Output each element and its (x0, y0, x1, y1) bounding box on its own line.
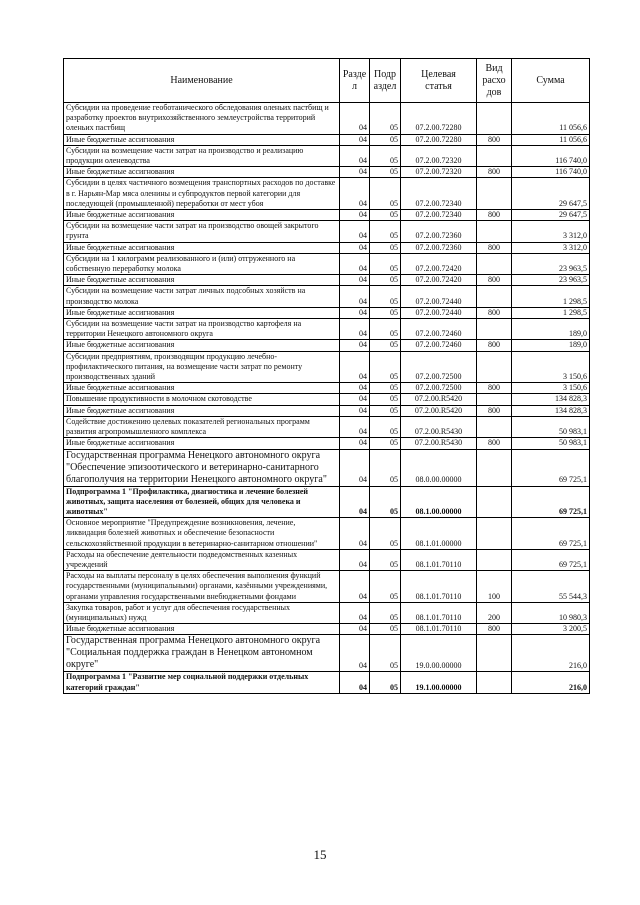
row-subsection-cell: 05 (370, 275, 401, 286)
row-section-cell: 04 (340, 307, 370, 318)
row-target-article-cell: 08.0.00.00000 (401, 449, 477, 486)
row-section-cell: 04 (340, 486, 370, 518)
row-section-cell: 04 (340, 103, 370, 135)
table-row (64, 438, 590, 449)
row-name-cell: Повышение продуктивности в молочном скотоводстве (64, 394, 340, 405)
row-subsection-cell: 05 (370, 672, 401, 693)
row-target-article-cell: 07.2.00.72360 (401, 221, 477, 242)
row-target-article-cell: 08.1.01.70110 (401, 624, 477, 635)
row-target-article-cell: 07.2.00.72500 (401, 351, 477, 383)
row-target-article-cell: 07.2.00.72440 (401, 286, 477, 307)
row-name-cell: Иные бюджетные ассигнования (64, 624, 340, 635)
row-sum-cell: 69 725,1 (512, 549, 590, 570)
row-subsection-cell: 05 (370, 405, 401, 416)
row-subsection-cell: 05 (370, 178, 401, 210)
row-sum-cell: 116 740,0 (512, 145, 590, 166)
row-sum-cell: 3 200,5 (512, 624, 590, 635)
row-sum-cell: 189,0 (512, 340, 590, 351)
document-page (63, 58, 589, 694)
table-row (64, 340, 590, 351)
row-target-article-cell: 07.2.00.72460 (401, 319, 477, 340)
row-expense-type-cell (477, 394, 512, 405)
table-row (64, 134, 590, 145)
row-section-cell: 04 (340, 340, 370, 351)
row-target-article-cell: 07.2.00.R5430 (401, 438, 477, 449)
row-target-article-cell: 07.2.00.72320 (401, 167, 477, 178)
row-name-cell: Закупка товаров, работ и услуг для обеспечения государственных (муниципальных) нужд (64, 602, 340, 623)
row-expense-type-cell (477, 286, 512, 307)
row-subsection-cell: 05 (370, 416, 401, 437)
table-row (64, 549, 590, 570)
table-row (64, 394, 590, 405)
row-expense-type-cell: 100 (477, 571, 512, 603)
row-name-cell: Иные бюджетные ассигнования (64, 405, 340, 416)
row-subsection-cell: 05 (370, 351, 401, 383)
row-subsection-cell: 05 (370, 253, 401, 274)
table-row (64, 307, 590, 318)
row-target-article-cell: 07.2.00.72360 (401, 242, 477, 253)
row-expense-type-cell: 800 (477, 134, 512, 145)
table-row (64, 253, 590, 274)
row-target-article-cell: 08.1.01.70110 (401, 549, 477, 570)
row-sum-cell: 29 647,5 (512, 210, 590, 221)
row-name-cell: Иные бюджетные ассигнования (64, 210, 340, 221)
row-expense-type-cell (477, 351, 512, 383)
row-subsection-cell: 05 (370, 549, 401, 570)
row-name-cell: Иные бюджетные ассигнования (64, 383, 340, 394)
row-name-cell: Основное мероприятие "Предупреждение возникновения, лечение, ликвидация болезней животных и обеспечение безопасности сельскохозяйственной продукции в ветеринарно-санитарном отношении" (64, 518, 340, 550)
row-sum-cell: 69 725,1 (512, 518, 590, 550)
row-name-cell: Субсидии в целях частичного возмещения транспортных расходов по доставке в г. Нарьян-Мар мяса оленины и субпродуктов первой категории для последующей (промышленной) переработки от мест убоя (64, 178, 340, 210)
row-subsection-cell: 05 (370, 286, 401, 307)
row-name-cell: Иные бюджетные ассигнования (64, 438, 340, 449)
row-section-cell: 04 (340, 549, 370, 570)
row-expense-type-cell: 800 (477, 340, 512, 351)
row-sum-cell: 134 828,3 (512, 405, 590, 416)
row-subsection-cell: 05 (370, 438, 401, 449)
row-subsection-cell: 05 (370, 134, 401, 145)
row-target-article-cell: 07.2.00.72440 (401, 307, 477, 318)
row-target-article-cell: 07.2.00.72500 (401, 383, 477, 394)
row-section-cell: 04 (340, 286, 370, 307)
row-target-article-cell: 07.2.00.72460 (401, 340, 477, 351)
row-name-cell: Иные бюджетные ассигнования (64, 340, 340, 351)
row-subsection-cell: 05 (370, 307, 401, 318)
row-section-cell: 04 (340, 221, 370, 242)
table-row (64, 672, 590, 693)
row-name-cell: Содействие достижению целевых показателей региональных программ развития агропромышленного комплекса (64, 416, 340, 437)
table-row (64, 210, 590, 221)
row-sum-cell: 3 150,6 (512, 383, 590, 394)
row-section-cell: 04 (340, 438, 370, 449)
row-name-cell: Подпрограмма 1 "Развитие мер социальной поддержки отдельных категорий граждан" (64, 672, 340, 693)
row-section-cell: 04 (340, 134, 370, 145)
header-expense-type: Вид расхо дов (477, 59, 512, 103)
row-subsection-cell: 05 (370, 340, 401, 351)
row-section-cell: 04 (340, 178, 370, 210)
row-expense-type-cell (477, 221, 512, 242)
row-expense-type-cell (477, 103, 512, 135)
table-row (64, 242, 590, 253)
header-target-article: Целевая статья (401, 59, 477, 103)
row-section-cell: 04 (340, 253, 370, 274)
row-subsection-cell: 05 (370, 449, 401, 486)
row-sum-cell: 1 298,5 (512, 307, 590, 318)
table-row (64, 486, 590, 518)
row-expense-type-cell (477, 319, 512, 340)
row-name-cell: Субсидии на возмещение части затрат на производство картофеля на территории Ненецкого автономного округа (64, 319, 340, 340)
row-name-cell: Расходы на обеспечение деятельности подведомственных казенных учреждений (64, 549, 340, 570)
row-section-cell: 04 (340, 635, 370, 672)
header-sum: Сумма (512, 59, 590, 103)
row-expense-type-cell: 800 (477, 275, 512, 286)
row-sum-cell: 216,0 (512, 635, 590, 672)
row-name-cell: Расходы на выплаты персоналу в целях обеспечения выполнения функций государственными (муниципальными) органами, казёнными учреждениями, органами управления государственными внебюджетными фондами (64, 571, 340, 603)
row-name-cell: Государственная программа Ненецкого автономного округа "Социальная поддержка граждан в Ненецком автономном округе" (64, 635, 340, 672)
row-section-cell: 04 (340, 275, 370, 286)
row-section-cell: 04 (340, 167, 370, 178)
table-row (64, 635, 590, 672)
table-row (64, 518, 590, 550)
header-name: Наименование (64, 59, 340, 103)
row-subsection-cell: 05 (370, 242, 401, 253)
row-section-cell: 04 (340, 242, 370, 253)
row-target-article-cell: 08.1.01.00000 (401, 518, 477, 550)
row-subsection-cell: 05 (370, 210, 401, 221)
row-target-article-cell: 08.1.00.00000 (401, 486, 477, 518)
row-name-cell: Субсидии на возмещение части затрат личных подсобных хозяйств на производство молока (64, 286, 340, 307)
table-row (64, 275, 590, 286)
table-row (64, 449, 590, 486)
row-expense-type-cell (477, 549, 512, 570)
row-expense-type-cell (477, 635, 512, 672)
row-subsection-cell: 05 (370, 103, 401, 135)
header-subsection: Подр аздел (370, 59, 401, 103)
row-sum-cell: 3 312,0 (512, 221, 590, 242)
table-row (64, 221, 590, 242)
row-name-cell: Иные бюджетные ассигнования (64, 307, 340, 318)
table-row (64, 383, 590, 394)
row-expense-type-cell (477, 253, 512, 274)
table-row (64, 178, 590, 210)
row-section-cell: 04 (340, 672, 370, 693)
row-name-cell: Субсидии на 1 килограмм реализованного и (или) отгруженного на собственную переработку молока (64, 253, 340, 274)
row-sum-cell: 69 725,1 (512, 449, 590, 486)
row-sum-cell: 11 056,6 (512, 103, 590, 135)
row-expense-type-cell: 800 (477, 405, 512, 416)
row-target-article-cell: 08.1.01.70110 (401, 602, 477, 623)
row-section-cell: 04 (340, 405, 370, 416)
row-expense-type-cell (477, 486, 512, 518)
table-row (64, 416, 590, 437)
table-row (64, 602, 590, 623)
row-target-article-cell: 07.2.00.72340 (401, 210, 477, 221)
row-target-article-cell: 19.1.00.00000 (401, 672, 477, 693)
table-row (64, 103, 590, 135)
row-expense-type-cell: 800 (477, 438, 512, 449)
table-header-row (64, 59, 590, 103)
row-section-cell: 04 (340, 319, 370, 340)
row-expense-type-cell (477, 518, 512, 550)
row-target-article-cell: 07.2.00.R5420 (401, 394, 477, 405)
row-subsection-cell: 05 (370, 319, 401, 340)
row-section-cell: 04 (340, 624, 370, 635)
row-expense-type-cell (477, 449, 512, 486)
row-target-article-cell: 19.0.00.00000 (401, 635, 477, 672)
row-name-cell: Субсидии на возмещение части затрат на производство овощей закрытого грунта (64, 221, 340, 242)
row-subsection-cell: 05 (370, 167, 401, 178)
row-subsection-cell: 05 (370, 602, 401, 623)
row-expense-type-cell (477, 416, 512, 437)
row-expense-type-cell (477, 178, 512, 210)
row-expense-type-cell: 800 (477, 242, 512, 253)
row-section-cell: 04 (340, 602, 370, 623)
row-subsection-cell: 05 (370, 394, 401, 405)
row-sum-cell: 10 980,3 (512, 602, 590, 623)
row-expense-type-cell: 200 (477, 602, 512, 623)
row-subsection-cell: 05 (370, 221, 401, 242)
row-sum-cell: 55 544,3 (512, 571, 590, 603)
table-body (64, 103, 590, 694)
row-sum-cell: 29 647,5 (512, 178, 590, 210)
row-name-cell: Подпрограмма 1 "Профилактика, диагностика и лечение болезней животных, защита населения от болезней, общих для человека и животных" (64, 486, 340, 518)
row-subsection-cell: 05 (370, 635, 401, 672)
row-expense-type-cell (477, 672, 512, 693)
row-target-article-cell: 07.2.00.R5430 (401, 416, 477, 437)
row-section-cell: 04 (340, 210, 370, 221)
header-section: Разде л (340, 59, 370, 103)
row-subsection-cell: 05 (370, 518, 401, 550)
row-subsection-cell: 05 (370, 624, 401, 635)
row-sum-cell: 1 298,5 (512, 286, 590, 307)
row-name-cell: Субсидии на возмещение части затрат на производство и реализацию продукции оленеводства (64, 145, 340, 166)
row-target-article-cell: 07.2.00.72420 (401, 253, 477, 274)
row-section-cell: 04 (340, 145, 370, 166)
row-target-article-cell: 07.2.00.72280 (401, 103, 477, 135)
row-name-cell: Государственная программа Ненецкого автономного округа "Обеспечение эпизоотического и ветеринарно-санитарного благополучия на территории Ненецкого автономного округа" (64, 449, 340, 486)
row-name-cell: Субсидии на проведение геоботанического обследования оленьих пастбищ и разработку проектов внутрихозяйственного землеустройства территорий оленьих пастбищ (64, 103, 340, 135)
row-sum-cell: 216,0 (512, 672, 590, 693)
table-row (64, 405, 590, 416)
row-sum-cell: 23 963,5 (512, 253, 590, 274)
table-row (64, 145, 590, 166)
table-row (64, 286, 590, 307)
row-target-article-cell: 07.2.00.72320 (401, 145, 477, 166)
row-section-cell: 04 (340, 351, 370, 383)
row-sum-cell: 69 725,1 (512, 486, 590, 518)
row-subsection-cell: 05 (370, 383, 401, 394)
row-sum-cell: 3 312,0 (512, 242, 590, 253)
row-sum-cell: 3 150,6 (512, 351, 590, 383)
row-target-article-cell: 07.2.00.R5420 (401, 405, 477, 416)
table-row (64, 167, 590, 178)
row-section-cell: 04 (340, 383, 370, 394)
row-sum-cell: 189,0 (512, 319, 590, 340)
row-sum-cell: 50 983,1 (512, 416, 590, 437)
row-name-cell: Субсидии предприятиям, производящим продукцию лечебно-профилактического питания, на возмещение части затрат по ремонту производственных зданий (64, 351, 340, 383)
row-name-cell: Иные бюджетные ассигнования (64, 242, 340, 253)
table-row (64, 351, 590, 383)
budget-table (63, 58, 590, 694)
row-subsection-cell: 05 (370, 571, 401, 603)
table-row (64, 319, 590, 340)
row-name-cell: Иные бюджетные ассигнования (64, 134, 340, 145)
row-sum-cell: 23 963,5 (512, 275, 590, 286)
table-row (64, 571, 590, 603)
row-section-cell: 04 (340, 571, 370, 603)
row-sum-cell: 116 740,0 (512, 167, 590, 178)
row-sum-cell: 50 983,1 (512, 438, 590, 449)
row-expense-type-cell (477, 145, 512, 166)
row-expense-type-cell: 800 (477, 383, 512, 394)
row-target-article-cell: 07.2.00.72340 (401, 178, 477, 210)
page-number: 15 (313, 847, 327, 862)
row-expense-type-cell: 800 (477, 167, 512, 178)
row-expense-type-cell: 800 (477, 307, 512, 318)
row-subsection-cell: 05 (370, 145, 401, 166)
row-section-cell: 04 (340, 518, 370, 550)
row-section-cell: 04 (340, 416, 370, 437)
row-section-cell: 04 (340, 394, 370, 405)
row-expense-type-cell: 800 (477, 210, 512, 221)
row-name-cell: Иные бюджетные ассигнования (64, 275, 340, 286)
row-target-article-cell: 08.1.01.70110 (401, 571, 477, 603)
row-target-article-cell: 07.2.00.72420 (401, 275, 477, 286)
row-section-cell: 04 (340, 449, 370, 486)
table-row (64, 624, 590, 635)
row-sum-cell: 11 056,6 (512, 134, 590, 145)
row-subsection-cell: 05 (370, 486, 401, 518)
row-name-cell: Иные бюджетные ассигнования (64, 167, 340, 178)
row-target-article-cell: 07.2.00.72280 (401, 134, 477, 145)
row-expense-type-cell: 800 (477, 624, 512, 635)
row-sum-cell: 134 828,3 (512, 394, 590, 405)
